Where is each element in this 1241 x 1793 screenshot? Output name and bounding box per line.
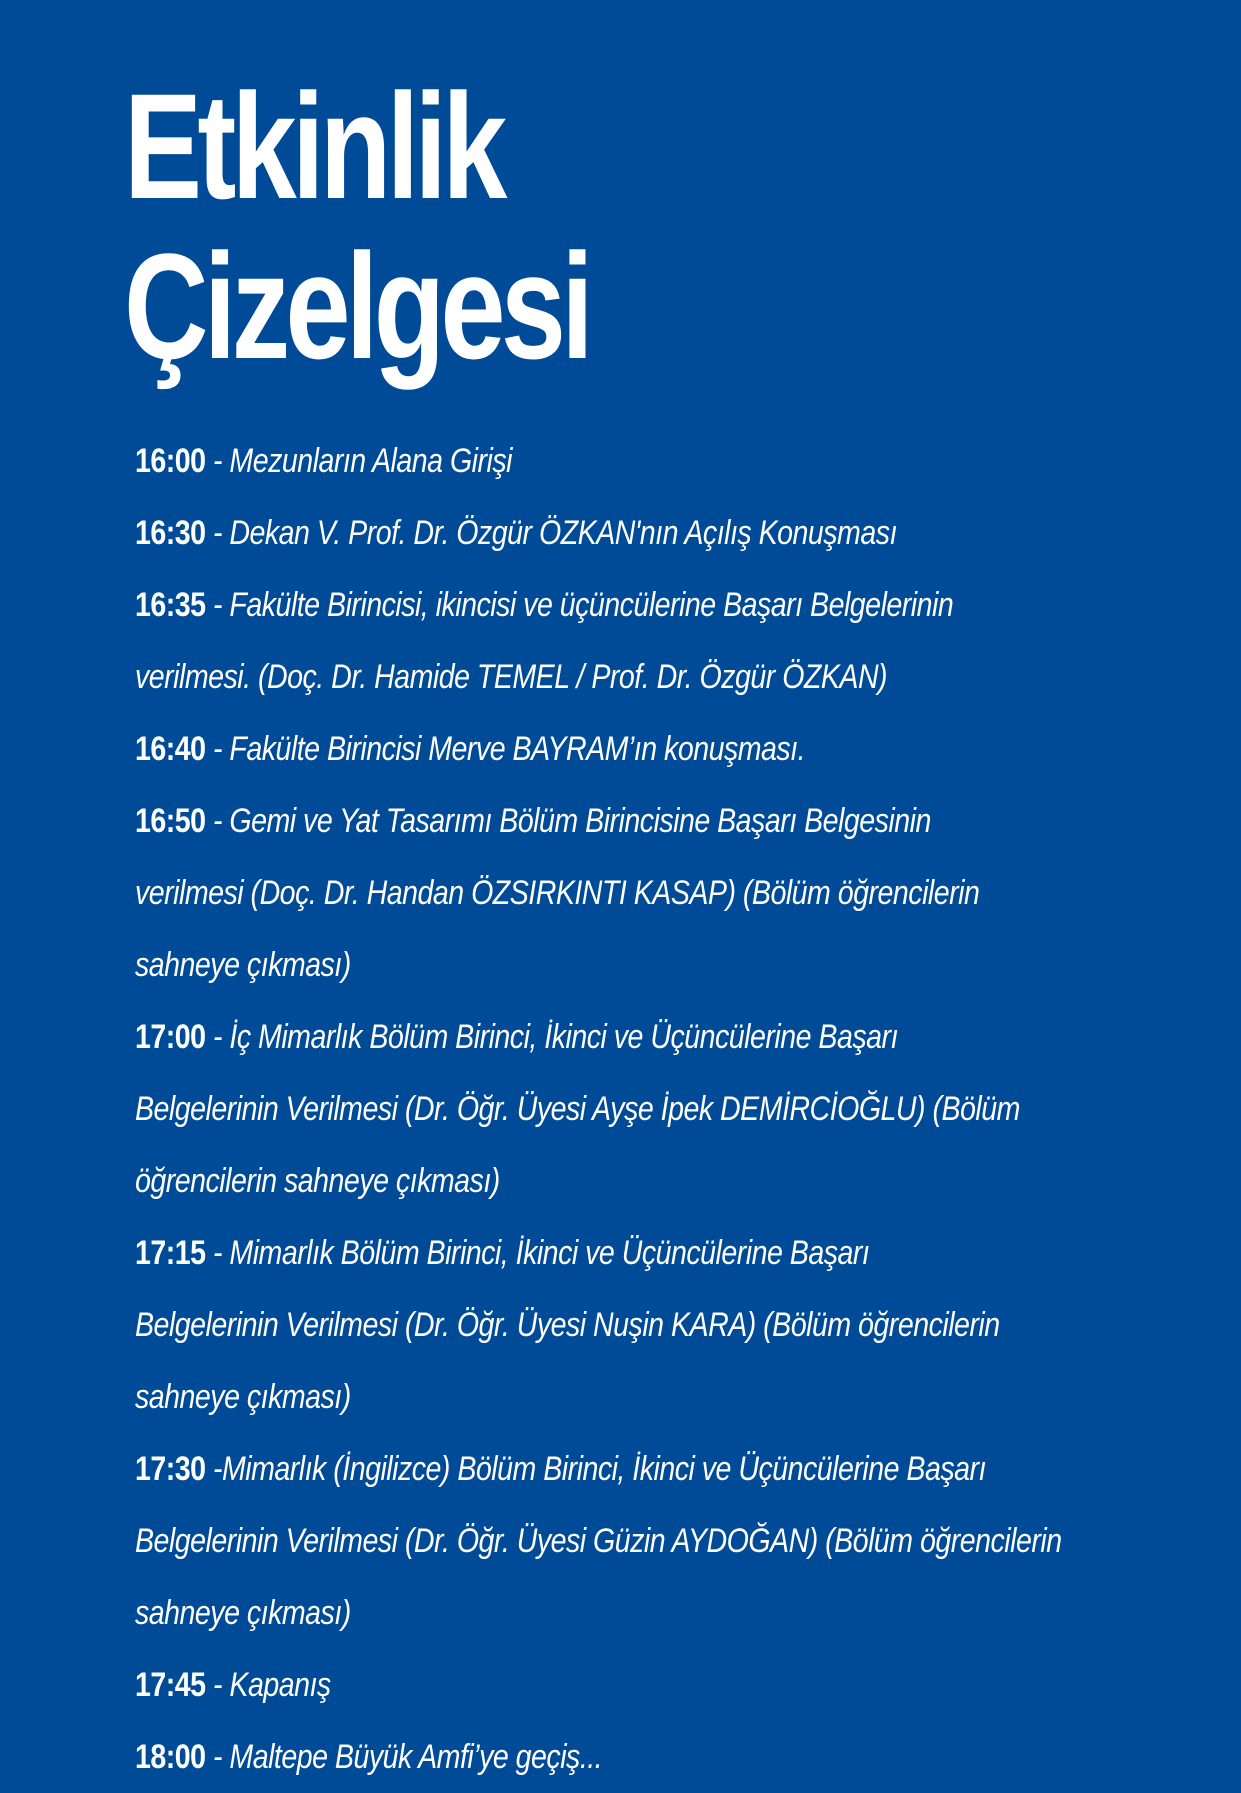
schedule-description: - Kapanış — [205, 1666, 331, 1704]
schedule-time: 16:30 — [135, 514, 206, 552]
schedule-item — [135, 425, 1125, 497]
schedule-description-continued: Belgelerinin Verilmesi (Dr. Öğr. Üyesi Nuşin KARA) (Bölüm öğrencilerin — [135, 1306, 1000, 1344]
schedule-description: - Dekan V. Prof. Dr. Özgür ÖZKAN'nın Açılış Konuşması — [205, 514, 897, 552]
schedule-time: 17:15 — [135, 1234, 206, 1272]
schedule-description-continued: verilmesi. (Doç. Dr. Hamide TEMEL / Prof. Dr. Özgür ÖZKAN) — [135, 658, 888, 696]
schedule-time: 16:50 — [135, 802, 206, 840]
page-title — [124, 62, 590, 390]
schedule-description-continued: Belgelerinin Verilmesi (Dr. Öğr. Üyesi Ayşe İpek DEMİRCİOĞLU) (Bölüm — [135, 1090, 1020, 1128]
schedule-item — [135, 569, 1125, 713]
schedule-item — [135, 1721, 1125, 1793]
title-line-1: Etkinlik — [124, 62, 503, 230]
schedule-description-continued: sahneye çıkması) — [135, 1378, 351, 1416]
schedule-time: 17:00 — [135, 1018, 206, 1056]
schedule-item — [135, 1217, 1125, 1433]
schedule-description: - İç Mimarlık Bölüm Birinci, İkinci ve Üçüncülerine Başarı — [205, 1018, 898, 1056]
schedule-description: -Mimarlık (İngilizce) Bölüm Birinci, İkinci ve Üçüncülerine Başarı — [205, 1450, 986, 1488]
schedule-time: 16:00 — [135, 442, 206, 480]
event-schedule — [135, 425, 1125, 1793]
schedule-description: - Maltepe Büyük Amfi’ye geçiş... — [205, 1738, 603, 1776]
schedule-time: 16:40 — [135, 730, 206, 768]
schedule-item — [135, 1649, 1125, 1721]
schedule-description: - Fakülte Birincisi, ikincisi ve üçüncülerine Başarı Belgelerinin — [205, 586, 954, 624]
schedule-description: - Mezunların Alana Girişi — [205, 442, 512, 480]
schedule-description-continued: verilmesi (Doç. Dr. Handan ÖZSIRKINTI KASAP) (Bölüm öğrencilerin — [135, 874, 980, 912]
schedule-description: - Mimarlık Bölüm Birinci, İkinci ve Üçüncülerine Başarı — [205, 1234, 870, 1272]
schedule-description-continued: öğrencilerin sahneye çıkması) — [135, 1162, 500, 1200]
schedule-item — [135, 497, 1125, 569]
title-line-2: Çizelgesi — [124, 222, 590, 390]
schedule-time: 17:45 — [135, 1666, 206, 1704]
schedule-item — [135, 1001, 1125, 1217]
schedule-time: 17:30 — [135, 1450, 206, 1488]
schedule-description-continued: sahneye çıkması) — [135, 946, 351, 984]
schedule-description-continued: sahneye çıkması) — [135, 1594, 351, 1632]
schedule-item — [135, 1433, 1125, 1649]
schedule-item — [135, 785, 1125, 1001]
schedule-item — [135, 713, 1125, 785]
schedule-time: 16:35 — [135, 586, 206, 624]
schedule-description: - Fakülte Birincisi Merve BAYRAM’ın konuşması. — [205, 730, 806, 768]
schedule-description-continued: Belgelerinin Verilmesi (Dr. Öğr. Üyesi Güzin AYDOĞAN) (Bölüm öğrencilerin — [135, 1522, 1062, 1560]
schedule-description: - Gemi ve Yat Tasarımı Bölüm Birincisine Başarı Belgesinin — [205, 802, 931, 840]
schedule-time: 18:00 — [135, 1738, 206, 1776]
